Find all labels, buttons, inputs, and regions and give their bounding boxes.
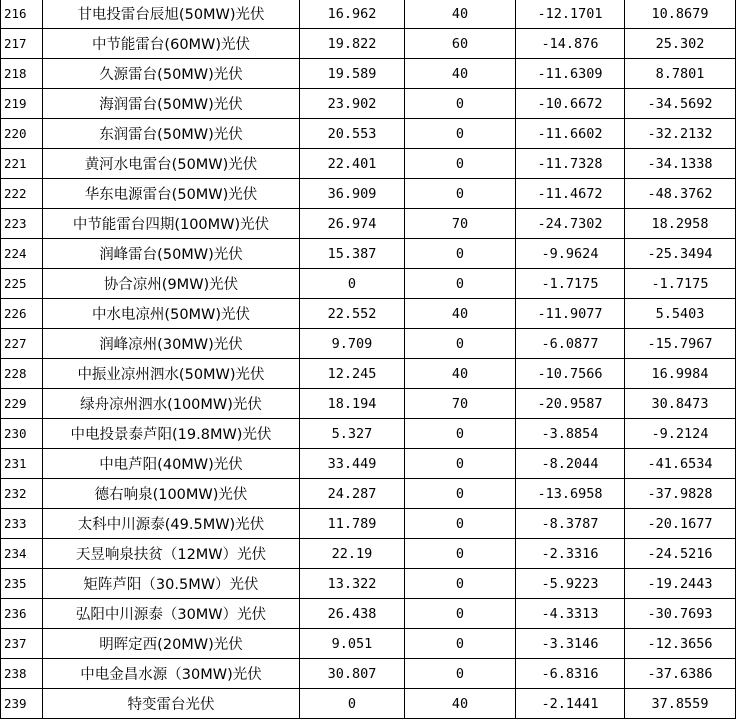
value-cell-2: 0 <box>405 239 516 269</box>
row-index-cell: 219 <box>1 89 43 119</box>
table-row <box>1 389 736 419</box>
value-cell-2: 70 <box>405 209 516 239</box>
value-cell-1: 9.051 <box>300 629 405 659</box>
station-name-cell: 东润雷台(50MW)光伏 <box>43 119 300 149</box>
row-index-cell: 217 <box>1 29 43 59</box>
station-name-cell: 特变雷台光伏 <box>43 689 300 719</box>
value-cell-4: 25.302 <box>625 29 736 59</box>
value-cell-2: 0 <box>405 89 516 119</box>
value-cell-3: -12.1701 <box>516 0 625 29</box>
value-cell-1: 30.807 <box>300 659 405 689</box>
row-index-cell: 236 <box>1 599 43 629</box>
row-index-cell: 227 <box>1 329 43 359</box>
table-row <box>1 569 736 599</box>
value-cell-4: 10.8679 <box>625 0 736 29</box>
value-cell-1: 11.789 <box>300 509 405 539</box>
value-cell-3: -5.9223 <box>516 569 625 599</box>
table-row <box>1 599 736 629</box>
value-cell-1: 0 <box>300 689 405 719</box>
value-cell-1: 26.974 <box>300 209 405 239</box>
station-name-cell: 甘电投雷台辰旭(50MW)光伏 <box>43 0 300 29</box>
value-cell-4: -1.7175 <box>625 269 736 299</box>
station-name-cell: 中水电凉州(50MW)光伏 <box>43 299 300 329</box>
value-cell-4: -37.9828 <box>625 479 736 509</box>
station-name-cell: 中振业凉州泗水(50MW)光伏 <box>43 359 300 389</box>
row-index-cell: 220 <box>1 119 43 149</box>
station-name-cell: 中电投景泰芦阳(19.8MW)光伏 <box>43 419 300 449</box>
row-index-cell: 237 <box>1 629 43 659</box>
row-index-cell: 218 <box>1 59 43 89</box>
table-row <box>1 359 736 389</box>
value-cell-4: -19.2443 <box>625 569 736 599</box>
value-cell-3: -24.7302 <box>516 209 625 239</box>
station-name-cell: 润峰凉州(30MW)光伏 <box>43 329 300 359</box>
value-cell-3: -11.6602 <box>516 119 625 149</box>
table-row <box>1 509 736 539</box>
table-row <box>1 659 736 689</box>
value-cell-2: 0 <box>405 449 516 479</box>
table-row <box>1 449 736 479</box>
value-cell-4: -37.6386 <box>625 659 736 689</box>
value-cell-1: 12.245 <box>300 359 405 389</box>
value-cell-2: 0 <box>405 599 516 629</box>
value-cell-3: -9.9624 <box>516 239 625 269</box>
station-name-cell: 中电金昌水源（30MW)光伏 <box>43 659 300 689</box>
value-cell-3: -2.3316 <box>516 539 625 569</box>
value-cell-1: 5.327 <box>300 419 405 449</box>
value-cell-3: -6.0877 <box>516 329 625 359</box>
value-cell-3: -11.9077 <box>516 299 625 329</box>
value-cell-3: -8.2044 <box>516 449 625 479</box>
value-cell-1: 22.19 <box>300 539 405 569</box>
value-cell-3: -4.3313 <box>516 599 625 629</box>
value-cell-4: -32.2132 <box>625 119 736 149</box>
row-index-cell: 222 <box>1 179 43 209</box>
value-cell-3: -10.7566 <box>516 359 625 389</box>
value-cell-3: -8.3787 <box>516 509 625 539</box>
station-name-cell: 黄河水电雷台(50MW)光伏 <box>43 149 300 179</box>
value-cell-2: 0 <box>405 419 516 449</box>
row-index-cell: 226 <box>1 299 43 329</box>
station-name-cell: 矩阵芦阳（30.5MW）光伏 <box>43 569 300 599</box>
value-cell-2: 0 <box>405 569 516 599</box>
table-row <box>1 149 736 179</box>
value-cell-3: -10.6672 <box>516 89 625 119</box>
value-cell-4: -12.3656 <box>625 629 736 659</box>
value-cell-1: 19.589 <box>300 59 405 89</box>
value-cell-3: -11.4672 <box>516 179 625 209</box>
value-cell-1: 16.962 <box>300 0 405 29</box>
station-name-cell: 久源雷台(50MW)光伏 <box>43 59 300 89</box>
value-cell-1: 22.552 <box>300 299 405 329</box>
value-cell-1: 13.322 <box>300 569 405 599</box>
value-cell-2: 0 <box>405 119 516 149</box>
value-cell-2: 0 <box>405 659 516 689</box>
value-cell-4: -30.7693 <box>625 599 736 629</box>
value-cell-3: -20.9587 <box>516 389 625 419</box>
station-name-cell: 太科中川源泰(49.5MW)光伏 <box>43 509 300 539</box>
value-cell-4: -25.3494 <box>625 239 736 269</box>
value-cell-2: 0 <box>405 149 516 179</box>
value-cell-4: -15.7967 <box>625 329 736 359</box>
station-name-cell: 德右响泉(100MW)光伏 <box>43 479 300 509</box>
value-cell-1: 18.194 <box>300 389 405 419</box>
row-index-cell: 234 <box>1 539 43 569</box>
value-cell-1: 15.387 <box>300 239 405 269</box>
row-index-cell: 230 <box>1 419 43 449</box>
value-cell-1: 0 <box>300 269 405 299</box>
station-name-cell: 明晖定西(20MW)光伏 <box>43 629 300 659</box>
station-name-cell: 中节能雷台四期(100MW)光伏 <box>43 209 300 239</box>
value-cell-3: -11.6309 <box>516 59 625 89</box>
value-cell-1: 24.287 <box>300 479 405 509</box>
value-cell-1: 20.553 <box>300 119 405 149</box>
value-cell-1: 33.449 <box>300 449 405 479</box>
value-cell-3: -3.3146 <box>516 629 625 659</box>
value-cell-4: -20.1677 <box>625 509 736 539</box>
table-row <box>1 29 736 59</box>
value-cell-2: 0 <box>405 629 516 659</box>
row-index-cell: 233 <box>1 509 43 539</box>
row-index-cell: 231 <box>1 449 43 479</box>
station-name-cell: 中电芦阳(40MW)光伏 <box>43 449 300 479</box>
value-cell-3: -13.6958 <box>516 479 625 509</box>
station-name-cell: 协合凉州(9MW)光伏 <box>43 269 300 299</box>
value-cell-4: 18.2958 <box>625 209 736 239</box>
table-row <box>1 419 736 449</box>
table-row <box>1 629 736 659</box>
row-index-cell: 238 <box>1 659 43 689</box>
table-row <box>1 89 736 119</box>
table-row <box>1 59 736 89</box>
table-row <box>1 179 736 209</box>
value-cell-3: -14.876 <box>516 29 625 59</box>
value-cell-4: -34.1338 <box>625 149 736 179</box>
value-cell-3: -1.7175 <box>516 269 625 299</box>
station-name-cell: 华东电源雷台(50MW)光伏 <box>43 179 300 209</box>
row-index-cell: 223 <box>1 209 43 239</box>
table-row <box>1 299 736 329</box>
row-index-cell: 225 <box>1 269 43 299</box>
value-cell-1: 19.822 <box>300 29 405 59</box>
value-cell-1: 22.401 <box>300 149 405 179</box>
row-index-cell: 239 <box>1 689 43 719</box>
value-cell-1: 23.902 <box>300 89 405 119</box>
station-name-cell: 中节能雷台(60MW)光伏 <box>43 29 300 59</box>
value-cell-4: -9.2124 <box>625 419 736 449</box>
value-cell-2: 40 <box>405 0 516 29</box>
table-row <box>1 539 736 569</box>
value-cell-3: -2.1441 <box>516 689 625 719</box>
table-row <box>1 0 736 29</box>
row-index-cell: 216 <box>1 0 43 29</box>
value-cell-2: 0 <box>405 269 516 299</box>
value-cell-4: 8.7801 <box>625 59 736 89</box>
row-index-cell: 232 <box>1 479 43 509</box>
value-cell-4: 30.8473 <box>625 389 736 419</box>
value-cell-3: -3.8854 <box>516 419 625 449</box>
value-cell-4: -41.6534 <box>625 449 736 479</box>
value-cell-4: -34.5692 <box>625 89 736 119</box>
value-cell-2: 60 <box>405 29 516 59</box>
value-cell-2: 0 <box>405 539 516 569</box>
value-cell-1: 26.438 <box>300 599 405 629</box>
value-cell-4: 37.8559 <box>625 689 736 719</box>
value-cell-4: -24.5216 <box>625 539 736 569</box>
table-body <box>1 0 736 719</box>
row-index-cell: 224 <box>1 239 43 269</box>
row-index-cell: 221 <box>1 149 43 179</box>
table-row <box>1 119 736 149</box>
value-cell-2: 40 <box>405 689 516 719</box>
value-cell-3: -11.7328 <box>516 149 625 179</box>
value-cell-2: 0 <box>405 509 516 539</box>
value-cell-2: 40 <box>405 59 516 89</box>
table-row <box>1 329 736 359</box>
station-name-cell: 海润雷台(50MW)光伏 <box>43 89 300 119</box>
station-name-cell: 润峰雷台(50MW)光伏 <box>43 239 300 269</box>
value-cell-2: 70 <box>405 389 516 419</box>
row-index-cell: 228 <box>1 359 43 389</box>
table-row <box>1 689 736 719</box>
value-cell-2: 40 <box>405 299 516 329</box>
value-cell-1: 9.709 <box>300 329 405 359</box>
table-row <box>1 209 736 239</box>
value-cell-2: 0 <box>405 179 516 209</box>
value-cell-2: 40 <box>405 359 516 389</box>
value-cell-4: 16.9984 <box>625 359 736 389</box>
station-name-cell: 天昱响泉扶贫（12MW）光伏 <box>43 539 300 569</box>
station-name-cell: 绿舟凉州泗水(100MW)光伏 <box>43 389 300 419</box>
row-index-cell: 235 <box>1 569 43 599</box>
row-index-cell: 229 <box>1 389 43 419</box>
value-cell-4: -48.3762 <box>625 179 736 209</box>
value-cell-4: 5.5403 <box>625 299 736 329</box>
table-row <box>1 479 736 509</box>
table-row <box>1 269 736 299</box>
value-cell-2: 0 <box>405 479 516 509</box>
station-name-cell: 弘阳中川源泰（30MW）光伏 <box>43 599 300 629</box>
value-cell-1: 36.909 <box>300 179 405 209</box>
value-cell-3: -6.8316 <box>516 659 625 689</box>
value-cell-2: 0 <box>405 329 516 359</box>
table-row <box>1 239 736 269</box>
